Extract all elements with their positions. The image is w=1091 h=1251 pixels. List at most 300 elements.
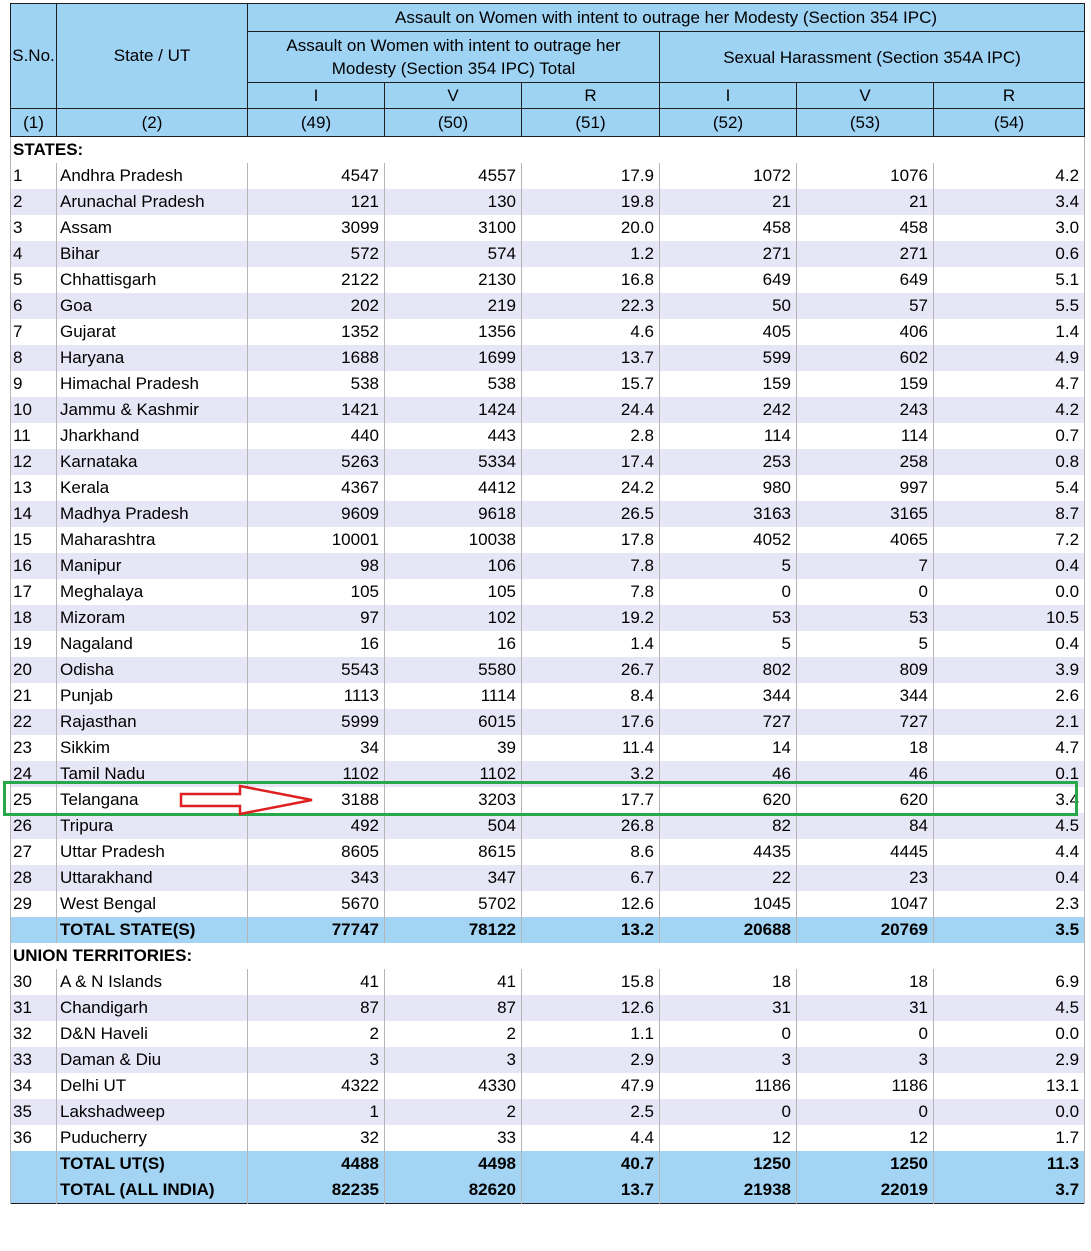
r-354-cell: 24.4 (522, 397, 660, 423)
sno-cell: 22 (11, 709, 57, 735)
r-354-cell: 26.5 (522, 501, 660, 527)
r-354-cell: 12.6 (522, 995, 660, 1021)
table-row (11, 683, 1085, 709)
v-354-cell: 443 (385, 423, 522, 449)
v-354-cell: 78122 (385, 917, 522, 943)
name-cell: TOTAL (ALL INDIA) (57, 1177, 248, 1204)
name-cell: Madhya Pradesh (57, 501, 248, 527)
table-row (11, 709, 1085, 735)
column-number: (50) (385, 109, 522, 137)
name-cell: Tripura (57, 813, 248, 839)
i-354a-cell: 620 (660, 787, 797, 813)
r-354-cell: 13.2 (522, 917, 660, 943)
r-354a-cell: 8.7 (934, 501, 1085, 527)
table-row (11, 579, 1085, 605)
header-ivr: R (934, 83, 1085, 109)
total-row (11, 1177, 1085, 1204)
name-cell: A & N Islands (57, 969, 248, 995)
v-354a-cell: 57 (797, 293, 934, 319)
r-354a-cell: 3.7 (934, 1177, 1085, 1204)
table-row (11, 267, 1085, 293)
v-354a-cell: 5 (797, 631, 934, 657)
name-cell: Chandigarh (57, 995, 248, 1021)
r-354-cell: 19.8 (522, 189, 660, 215)
v-354-cell: 4412 (385, 475, 522, 501)
name-cell: Goa (57, 293, 248, 319)
r-354-cell: 8.6 (522, 839, 660, 865)
name-cell: Andhra Pradesh (57, 163, 248, 189)
i-354-cell: 97 (248, 605, 385, 631)
sno-cell: 32 (11, 1021, 57, 1047)
sno-cell (11, 1177, 57, 1204)
v-354a-cell: 649 (797, 267, 934, 293)
r-354a-cell: 2.9 (934, 1047, 1085, 1073)
v-354a-cell: 727 (797, 709, 934, 735)
i-354-cell: 1688 (248, 345, 385, 371)
i-354a-cell: 1045 (660, 891, 797, 917)
table-row (11, 319, 1085, 345)
column-number: (53) (797, 109, 934, 137)
column-number: (49) (248, 109, 385, 137)
name-cell: Himachal Pradesh (57, 371, 248, 397)
header-ivr: V (385, 83, 522, 109)
table-row (11, 345, 1085, 371)
r-354a-cell: 2.3 (934, 891, 1085, 917)
v-354a-cell: 84 (797, 813, 934, 839)
v-354a-cell: 3165 (797, 501, 934, 527)
r-354a-cell: 4.7 (934, 735, 1085, 761)
r-354a-cell: 3.5 (934, 917, 1085, 943)
v-354a-cell: 1076 (797, 163, 934, 189)
i-354-cell: 538 (248, 371, 385, 397)
i-354a-cell: 980 (660, 475, 797, 501)
section-heading-row (11, 137, 1085, 164)
table-row (11, 631, 1085, 657)
r-354-cell: 40.7 (522, 1151, 660, 1177)
i-354a-cell: 82 (660, 813, 797, 839)
sno-cell (11, 917, 57, 943)
v-354-cell: 82620 (385, 1177, 522, 1204)
v-354-cell: 1102 (385, 761, 522, 787)
i-354a-cell: 20688 (660, 917, 797, 943)
v-354-cell: 1356 (385, 319, 522, 345)
i-354-cell: 82235 (248, 1177, 385, 1204)
column-number: (52) (660, 109, 797, 137)
table-row (11, 293, 1085, 319)
table-row (11, 423, 1085, 449)
i-354a-cell: 159 (660, 371, 797, 397)
v-354-cell: 2 (385, 1021, 522, 1047)
r-354a-cell: 0.7 (934, 423, 1085, 449)
name-cell: Lakshadweep (57, 1099, 248, 1125)
v-354a-cell: 23 (797, 865, 934, 891)
r-354-cell: 13.7 (522, 345, 660, 371)
r-354-cell: 1.1 (522, 1021, 660, 1047)
sno-cell: 21 (11, 683, 57, 709)
r-354a-cell: 0.0 (934, 579, 1085, 605)
header-ivr: R (522, 83, 660, 109)
name-cell: Nagaland (57, 631, 248, 657)
r-354a-cell: 5.4 (934, 475, 1085, 501)
header-section-354a: Sexual Harassment (Section 354A IPC) (660, 32, 1085, 83)
sno-cell: 28 (11, 865, 57, 891)
r-354a-cell: 5.5 (934, 293, 1085, 319)
sno-cell: 34 (11, 1073, 57, 1099)
sno-cell: 1 (11, 163, 57, 189)
r-354-cell: 17.8 (522, 527, 660, 553)
i-354-cell: 3099 (248, 215, 385, 241)
i-354-cell: 1421 (248, 397, 385, 423)
i-354-cell: 2 (248, 1021, 385, 1047)
section-heading: STATES: (11, 137, 1085, 164)
v-354a-cell: 258 (797, 449, 934, 475)
name-cell: Bihar (57, 241, 248, 267)
column-number: (2) (57, 109, 248, 137)
sno-cell: 11 (11, 423, 57, 449)
table-header (11, 4, 1085, 137)
i-354-cell: 4547 (248, 163, 385, 189)
table-row (11, 865, 1085, 891)
i-354a-cell: 21 (660, 189, 797, 215)
name-cell: Manipur (57, 553, 248, 579)
v-354a-cell: 271 (797, 241, 934, 267)
i-354a-cell: 649 (660, 267, 797, 293)
sno-cell: 16 (11, 553, 57, 579)
i-354-cell: 440 (248, 423, 385, 449)
r-354-cell: 6.7 (522, 865, 660, 891)
r-354-cell: 7.8 (522, 579, 660, 605)
r-354-cell: 2.5 (522, 1099, 660, 1125)
v-354-cell: 2 (385, 1099, 522, 1125)
column-number: (54) (934, 109, 1085, 137)
r-354a-cell: 13.1 (934, 1073, 1085, 1099)
v-354-cell: 16 (385, 631, 522, 657)
r-354a-cell: 0.1 (934, 761, 1085, 787)
v-354a-cell: 0 (797, 1021, 934, 1047)
v-354a-cell: 53 (797, 605, 934, 631)
r-354a-cell: 0.4 (934, 631, 1085, 657)
v-354a-cell: 4445 (797, 839, 934, 865)
i-354-cell: 105 (248, 579, 385, 605)
i-354a-cell: 31 (660, 995, 797, 1021)
column-number: (1) (11, 109, 57, 137)
r-354a-cell: 4.5 (934, 813, 1085, 839)
r-354-cell: 26.8 (522, 813, 660, 839)
r-354a-cell: 4.2 (934, 397, 1085, 423)
r-354a-cell: 1.7 (934, 1125, 1085, 1151)
v-354a-cell: 114 (797, 423, 934, 449)
v-354-cell: 9618 (385, 501, 522, 527)
v-354-cell: 5334 (385, 449, 522, 475)
v-354-cell: 2130 (385, 267, 522, 293)
r-354-cell: 8.4 (522, 683, 660, 709)
v-354-cell: 219 (385, 293, 522, 319)
header-ivr: V (797, 83, 934, 109)
sno-cell: 29 (11, 891, 57, 917)
v-354a-cell: 1250 (797, 1151, 934, 1177)
sno-cell: 15 (11, 527, 57, 553)
i-354a-cell: 0 (660, 1099, 797, 1125)
i-354a-cell: 1250 (660, 1151, 797, 1177)
table-row (11, 813, 1085, 839)
header-ivr: I (248, 83, 385, 109)
sno-cell: 23 (11, 735, 57, 761)
v-354-cell: 102 (385, 605, 522, 631)
v-354-cell: 39 (385, 735, 522, 761)
name-cell: TOTAL STATE(S) (57, 917, 248, 943)
table-row (11, 605, 1085, 631)
r-354a-cell: 0.8 (934, 449, 1085, 475)
table-row (11, 761, 1085, 787)
header-ivr: I (660, 83, 797, 109)
i-354-cell: 3 (248, 1047, 385, 1073)
v-354a-cell: 21 (797, 189, 934, 215)
name-cell: Sikkim (57, 735, 248, 761)
v-354a-cell: 620 (797, 787, 934, 813)
i-354a-cell: 4052 (660, 527, 797, 553)
sno-cell: 9 (11, 371, 57, 397)
total-row (11, 1151, 1085, 1177)
r-354a-cell: 0.6 (934, 241, 1085, 267)
i-354-cell: 5999 (248, 709, 385, 735)
sno-cell: 8 (11, 345, 57, 371)
v-354-cell: 1424 (385, 397, 522, 423)
r-354-cell: 17.6 (522, 709, 660, 735)
name-cell: Uttar Pradesh (57, 839, 248, 865)
table-row (11, 241, 1085, 267)
table-row (11, 735, 1085, 761)
table-row (11, 1021, 1085, 1047)
v-354a-cell: 12 (797, 1125, 934, 1151)
r-354a-cell: 0.0 (934, 1099, 1085, 1125)
v-354-cell: 347 (385, 865, 522, 891)
r-354-cell: 17.9 (522, 163, 660, 189)
r-354-cell: 12.6 (522, 891, 660, 917)
name-cell: Kerala (57, 475, 248, 501)
v-354-cell: 4557 (385, 163, 522, 189)
header-sno: S.No. (11, 4, 57, 109)
v-354a-cell: 18 (797, 735, 934, 761)
sno-cell: 12 (11, 449, 57, 475)
table-row (11, 657, 1085, 683)
table-row (11, 449, 1085, 475)
name-cell: West Bengal (57, 891, 248, 917)
i-354a-cell: 3163 (660, 501, 797, 527)
v-354a-cell: 997 (797, 475, 934, 501)
sno-cell (11, 1151, 57, 1177)
r-354a-cell: 4.2 (934, 163, 1085, 189)
i-354a-cell: 114 (660, 423, 797, 449)
table-row (11, 1047, 1085, 1073)
v-354a-cell: 18 (797, 969, 934, 995)
name-cell: Jammu & Kashmir (57, 397, 248, 423)
v-354a-cell: 20769 (797, 917, 934, 943)
r-354a-cell: 4.4 (934, 839, 1085, 865)
r-354-cell: 11.4 (522, 735, 660, 761)
v-354-cell: 4330 (385, 1073, 522, 1099)
r-354a-cell: 10.5 (934, 605, 1085, 631)
r-354a-cell: 11.3 (934, 1151, 1085, 1177)
section-heading: UNION TERRITORIES: (11, 943, 1085, 969)
table-row (11, 969, 1085, 995)
i-354-cell: 2122 (248, 267, 385, 293)
i-354a-cell: 21938 (660, 1177, 797, 1204)
table-body (11, 137, 1085, 1204)
sno-cell: 25 (11, 787, 57, 813)
sno-cell: 17 (11, 579, 57, 605)
name-cell: Haryana (57, 345, 248, 371)
v-354-cell: 3100 (385, 215, 522, 241)
i-354-cell: 98 (248, 553, 385, 579)
v-354-cell: 1699 (385, 345, 522, 371)
i-354a-cell: 1186 (660, 1073, 797, 1099)
v-354-cell: 5702 (385, 891, 522, 917)
r-354a-cell: 0.0 (934, 1021, 1085, 1047)
r-354-cell: 15.8 (522, 969, 660, 995)
r-354a-cell: 0.4 (934, 553, 1085, 579)
r-354-cell: 1.4 (522, 631, 660, 657)
i-354-cell: 3188 (248, 787, 385, 813)
i-354a-cell: 5 (660, 631, 797, 657)
name-cell: TOTAL UT(S) (57, 1151, 248, 1177)
v-354a-cell: 243 (797, 397, 934, 423)
i-354-cell: 9609 (248, 501, 385, 527)
i-354a-cell: 22 (660, 865, 797, 891)
r-354a-cell: 3.4 (934, 189, 1085, 215)
v-354-cell: 33 (385, 1125, 522, 1151)
r-354-cell: 2.9 (522, 1047, 660, 1073)
sno-cell: 26 (11, 813, 57, 839)
name-cell: Mizoram (57, 605, 248, 631)
i-354-cell: 8605 (248, 839, 385, 865)
name-cell: Delhi UT (57, 1073, 248, 1099)
i-354a-cell: 802 (660, 657, 797, 683)
column-number: (51) (522, 109, 660, 137)
table-row (11, 891, 1085, 917)
i-354a-cell: 242 (660, 397, 797, 423)
table-row (11, 163, 1085, 189)
v-354-cell: 87 (385, 995, 522, 1021)
v-354a-cell: 46 (797, 761, 934, 787)
v-354-cell: 130 (385, 189, 522, 215)
i-354a-cell: 3 (660, 1047, 797, 1073)
i-354a-cell: 344 (660, 683, 797, 709)
sno-cell: 3 (11, 215, 57, 241)
sno-cell: 36 (11, 1125, 57, 1151)
v-354-cell: 10038 (385, 527, 522, 553)
r-354-cell: 1.2 (522, 241, 660, 267)
name-cell: Arunachal Pradesh (57, 189, 248, 215)
sno-cell: 2 (11, 189, 57, 215)
table-row (11, 189, 1085, 215)
r-354a-cell: 3.0 (934, 215, 1085, 241)
name-cell: Gujarat (57, 319, 248, 345)
r-354a-cell: 4.9 (934, 345, 1085, 371)
r-354a-cell: 1.4 (934, 319, 1085, 345)
i-354a-cell: 53 (660, 605, 797, 631)
v-354-cell: 6015 (385, 709, 522, 735)
table-row (11, 1099, 1085, 1125)
i-354a-cell: 50 (660, 293, 797, 319)
i-354-cell: 1 (248, 1099, 385, 1125)
r-354-cell: 2.8 (522, 423, 660, 449)
i-354a-cell: 458 (660, 215, 797, 241)
sno-cell: 6 (11, 293, 57, 319)
sno-cell: 33 (11, 1047, 57, 1073)
sno-cell: 7 (11, 319, 57, 345)
i-354a-cell: 5 (660, 553, 797, 579)
header-state: State / UT (57, 4, 248, 109)
r-354-cell: 26.7 (522, 657, 660, 683)
crime-table (10, 3, 1085, 1204)
r-354-cell: 15.7 (522, 371, 660, 397)
i-354-cell: 41 (248, 969, 385, 995)
sno-cell: 5 (11, 267, 57, 293)
i-354-cell: 1113 (248, 683, 385, 709)
r-354a-cell: 7.2 (934, 527, 1085, 553)
sno-cell: 30 (11, 969, 57, 995)
table-row (11, 553, 1085, 579)
r-354-cell: 7.8 (522, 553, 660, 579)
r-354-cell: 13.7 (522, 1177, 660, 1204)
table-row (11, 527, 1085, 553)
r-354-cell: 24.2 (522, 475, 660, 501)
v-354a-cell: 4065 (797, 527, 934, 553)
i-354-cell: 5263 (248, 449, 385, 475)
table-row (11, 397, 1085, 423)
r-354-cell: 16.8 (522, 267, 660, 293)
v-354a-cell: 7 (797, 553, 934, 579)
r-354a-cell: 3.9 (934, 657, 1085, 683)
sno-cell: 13 (11, 475, 57, 501)
i-354-cell: 492 (248, 813, 385, 839)
i-354a-cell: 18 (660, 969, 797, 995)
v-354-cell: 4498 (385, 1151, 522, 1177)
name-cell: Puducherry (57, 1125, 248, 1151)
table-row (11, 215, 1085, 241)
r-354a-cell: 2.1 (934, 709, 1085, 735)
v-354-cell: 106 (385, 553, 522, 579)
v-354a-cell: 809 (797, 657, 934, 683)
v-354a-cell: 3 (797, 1047, 934, 1073)
i-354a-cell: 253 (660, 449, 797, 475)
i-354a-cell: 271 (660, 241, 797, 267)
i-354-cell: 572 (248, 241, 385, 267)
header-group-title: Assault on Women with intent to outrage her Modesty (Section 354 IPC) (248, 4, 1085, 32)
r-354-cell: 4.6 (522, 319, 660, 345)
i-354-cell: 202 (248, 293, 385, 319)
v-354a-cell: 406 (797, 319, 934, 345)
sno-cell: 14 (11, 501, 57, 527)
r-354-cell: 17.7 (522, 787, 660, 813)
i-354-cell: 10001 (248, 527, 385, 553)
name-cell: Meghalaya (57, 579, 248, 605)
name-cell: Odisha (57, 657, 248, 683)
v-354a-cell: 602 (797, 345, 934, 371)
sno-cell: 27 (11, 839, 57, 865)
table-row (11, 475, 1085, 501)
v-354-cell: 3203 (385, 787, 522, 813)
sno-cell: 10 (11, 397, 57, 423)
v-354-cell: 1114 (385, 683, 522, 709)
sno-cell: 18 (11, 605, 57, 631)
table-row (11, 1125, 1085, 1151)
name-cell: Jharkhand (57, 423, 248, 449)
v-354-cell: 504 (385, 813, 522, 839)
sno-cell: 31 (11, 995, 57, 1021)
name-cell: Punjab (57, 683, 248, 709)
i-354-cell: 34 (248, 735, 385, 761)
